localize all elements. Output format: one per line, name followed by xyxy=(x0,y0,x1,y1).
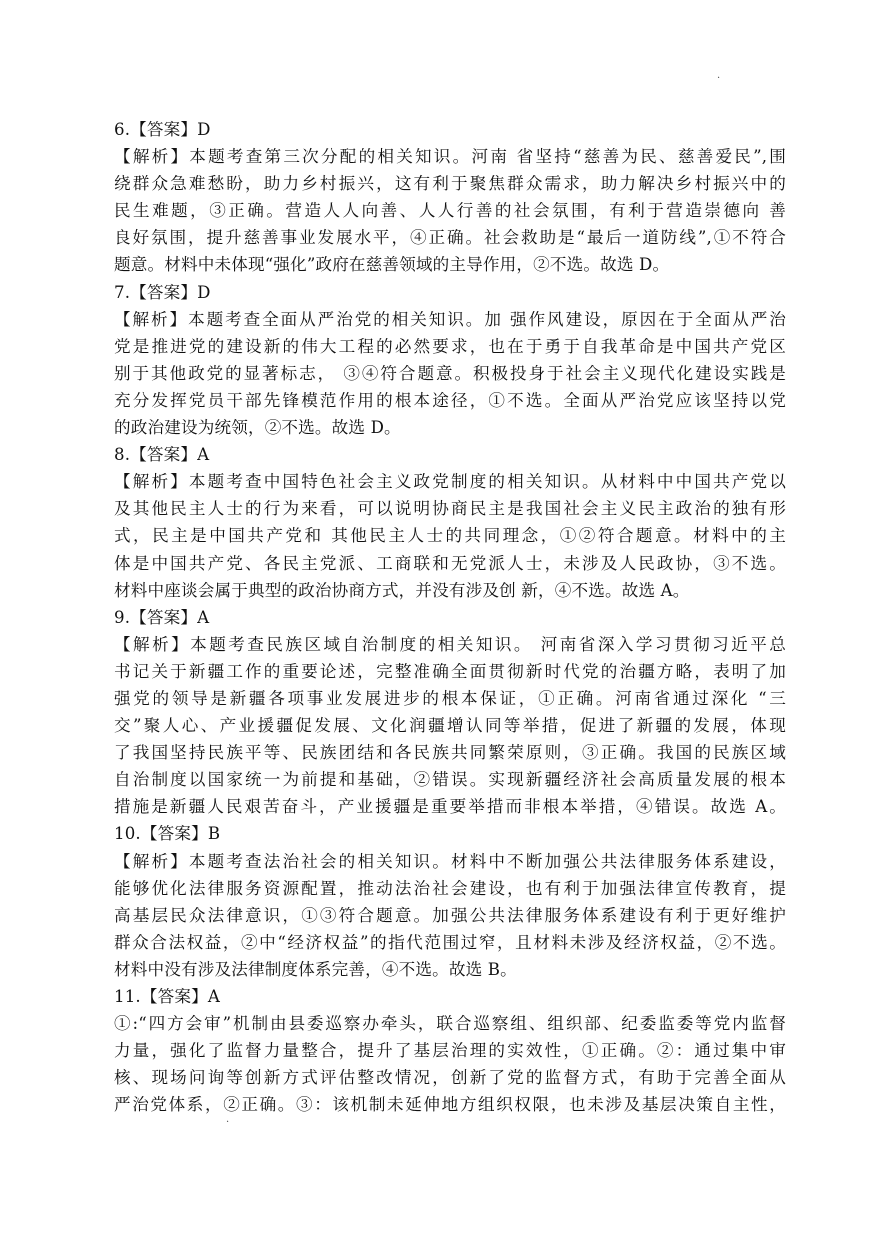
text-line: 了我国坚持民族平等、民族团结和各民族共同繁荣原则，③正确。我国的民族区域 xyxy=(114,743,786,763)
text-line: 题意。材料中未体现“强化”政府在慈善领域的主导作用，②不选。故选 D。 xyxy=(114,255,670,275)
text-line: 材料中座谈会属于典型的政治协商方式，并没有涉及创 新，④不选。故选 A。 xyxy=(114,580,690,600)
text-line: 【解析】本题考查法治社会的相关知识。材料中不断加强公共法律服务体系建设， xyxy=(114,851,786,871)
text-line: 式，民主是中国共产党和 其他民主人士的共同理念，①②符合题意。材料中的主 xyxy=(114,526,786,546)
text-line: 措施是新疆人民艰苦奋斗，产业援疆是重要举措而非根本举措，④错误。故选 A。 xyxy=(114,797,786,817)
text-line: 自治制度以国家统一为前提和基础，②错误。实现新疆经济社会高质量发展的根本 xyxy=(114,770,786,790)
text-line: 强党的领导是新疆各项事业发展进步的根本保证，①正确。河南省通过深化 “三 xyxy=(114,688,786,708)
text-line: 及其他民主人士的行为来看，可以说明协商民主是我国社会主义民主政治的独有形 xyxy=(114,499,786,519)
page-header-mark: · xyxy=(717,73,721,84)
text-line: 严治党体系，②正确。③：该机制未延伸地方组织权限，也未涉及基层决策自主性， xyxy=(114,1095,786,1115)
answer-heading: 11.【答案】A xyxy=(114,987,220,1006)
text-line: 别于其他政党的显著标志， ③④符合题意。积极投身于社会主义现代化建设实践是 xyxy=(114,363,786,383)
text-line: 良好氛围，提升慈善事业发展水平，④正确。社会救助是“最后一道防线”,①不符合 xyxy=(114,228,786,248)
text-line: 【解析】本题考查民族区域自治制度的相关知识。 河南省深入学习贯彻习近平总 xyxy=(114,634,786,654)
page-footer-mark: · xyxy=(226,1117,230,1128)
answer-heading: 8.【答案】A xyxy=(114,445,210,465)
text-line: 书记关于新疆工作的重要论述，完整准确全面贯彻新时代党的治疆方略，表明了加 xyxy=(114,661,786,681)
answer-analysis-body xyxy=(114,116,786,1118)
answer-heading: 10.【答案】B xyxy=(114,824,221,844)
text-line: 群众合法权益，②中“经济权益”的指代范围过窄，且材料未涉及经济权益，②不选。 xyxy=(114,932,786,952)
text-line: 绕群众急难愁盼，助力乡村振兴，这有利于聚焦群众需求，助力解决乡村振兴中的 xyxy=(114,174,786,194)
text-line: 力量，强化了监督力量整合，提升了基层治理的实效性，①正确。②：通过集中审 xyxy=(114,1041,786,1061)
text-line: 的政治建设为统领，②不选。故选 D。 xyxy=(114,418,401,438)
text-line: 交”聚人心、产业援疆促发展、文化润疆增认同等举措，促进了新疆的发展，体现 xyxy=(114,716,786,736)
text-line: ①:“四方会审”机制由县委巡察办牵头，联合巡察组、组织部、纪委监委等党内监督 xyxy=(114,1014,786,1034)
text-line: 民生难题，③正确。营造人人向善、人人行善的社会氛围，有利于营造崇德向 善 xyxy=(114,201,786,221)
text-line: 【解析】本题考查中国特色社会主义政党制度的相关知识。从材料中中国共产党以 xyxy=(114,472,786,492)
text-line: 【解析】本题考查第三次分配的相关知识。河南 省坚持“慈善为民、慈善爱民”,围 xyxy=(114,147,786,167)
answer-heading: 9.【答案】A xyxy=(114,607,210,627)
answer-heading: 6.【答案】D xyxy=(114,120,211,139)
text-line: 【解析】本题考查全面从严治党的相关知识。加 强作风建设，原因在于全面从严治 xyxy=(114,309,786,329)
text-line: 充分发挥党员干部先锋模范作用的根本途径，①不选。全面从严治党应该坚持以党 xyxy=(114,390,786,410)
text-line: 党是推进党的建设新的伟大工程的必然要求，也在于勇于自我革命是中国共产党区 xyxy=(114,336,786,356)
text-line: 能够优化法律服务资源配置，推动法治社会建设，也有利于加强法律宣传教育，提 xyxy=(114,878,786,898)
answer-heading: 7.【答案】D xyxy=(114,282,211,302)
text-line: 核、现场问询等创新方式评估整改情况，创新了党的监督方式，有助于完善全面从 xyxy=(114,1068,786,1088)
text-line: 高基层民众法律意识，①③符合题意。加强公共法律服务体系建设有利于更好维护 xyxy=(114,905,786,925)
text-line: 材料中没有涉及法律制度体系完善，④不选。故选 B。 xyxy=(114,959,517,979)
text-line: 体是中国共产党、各民主党派、工商联和无党派人士，未涉及人民政协，③不选。 xyxy=(114,553,786,573)
